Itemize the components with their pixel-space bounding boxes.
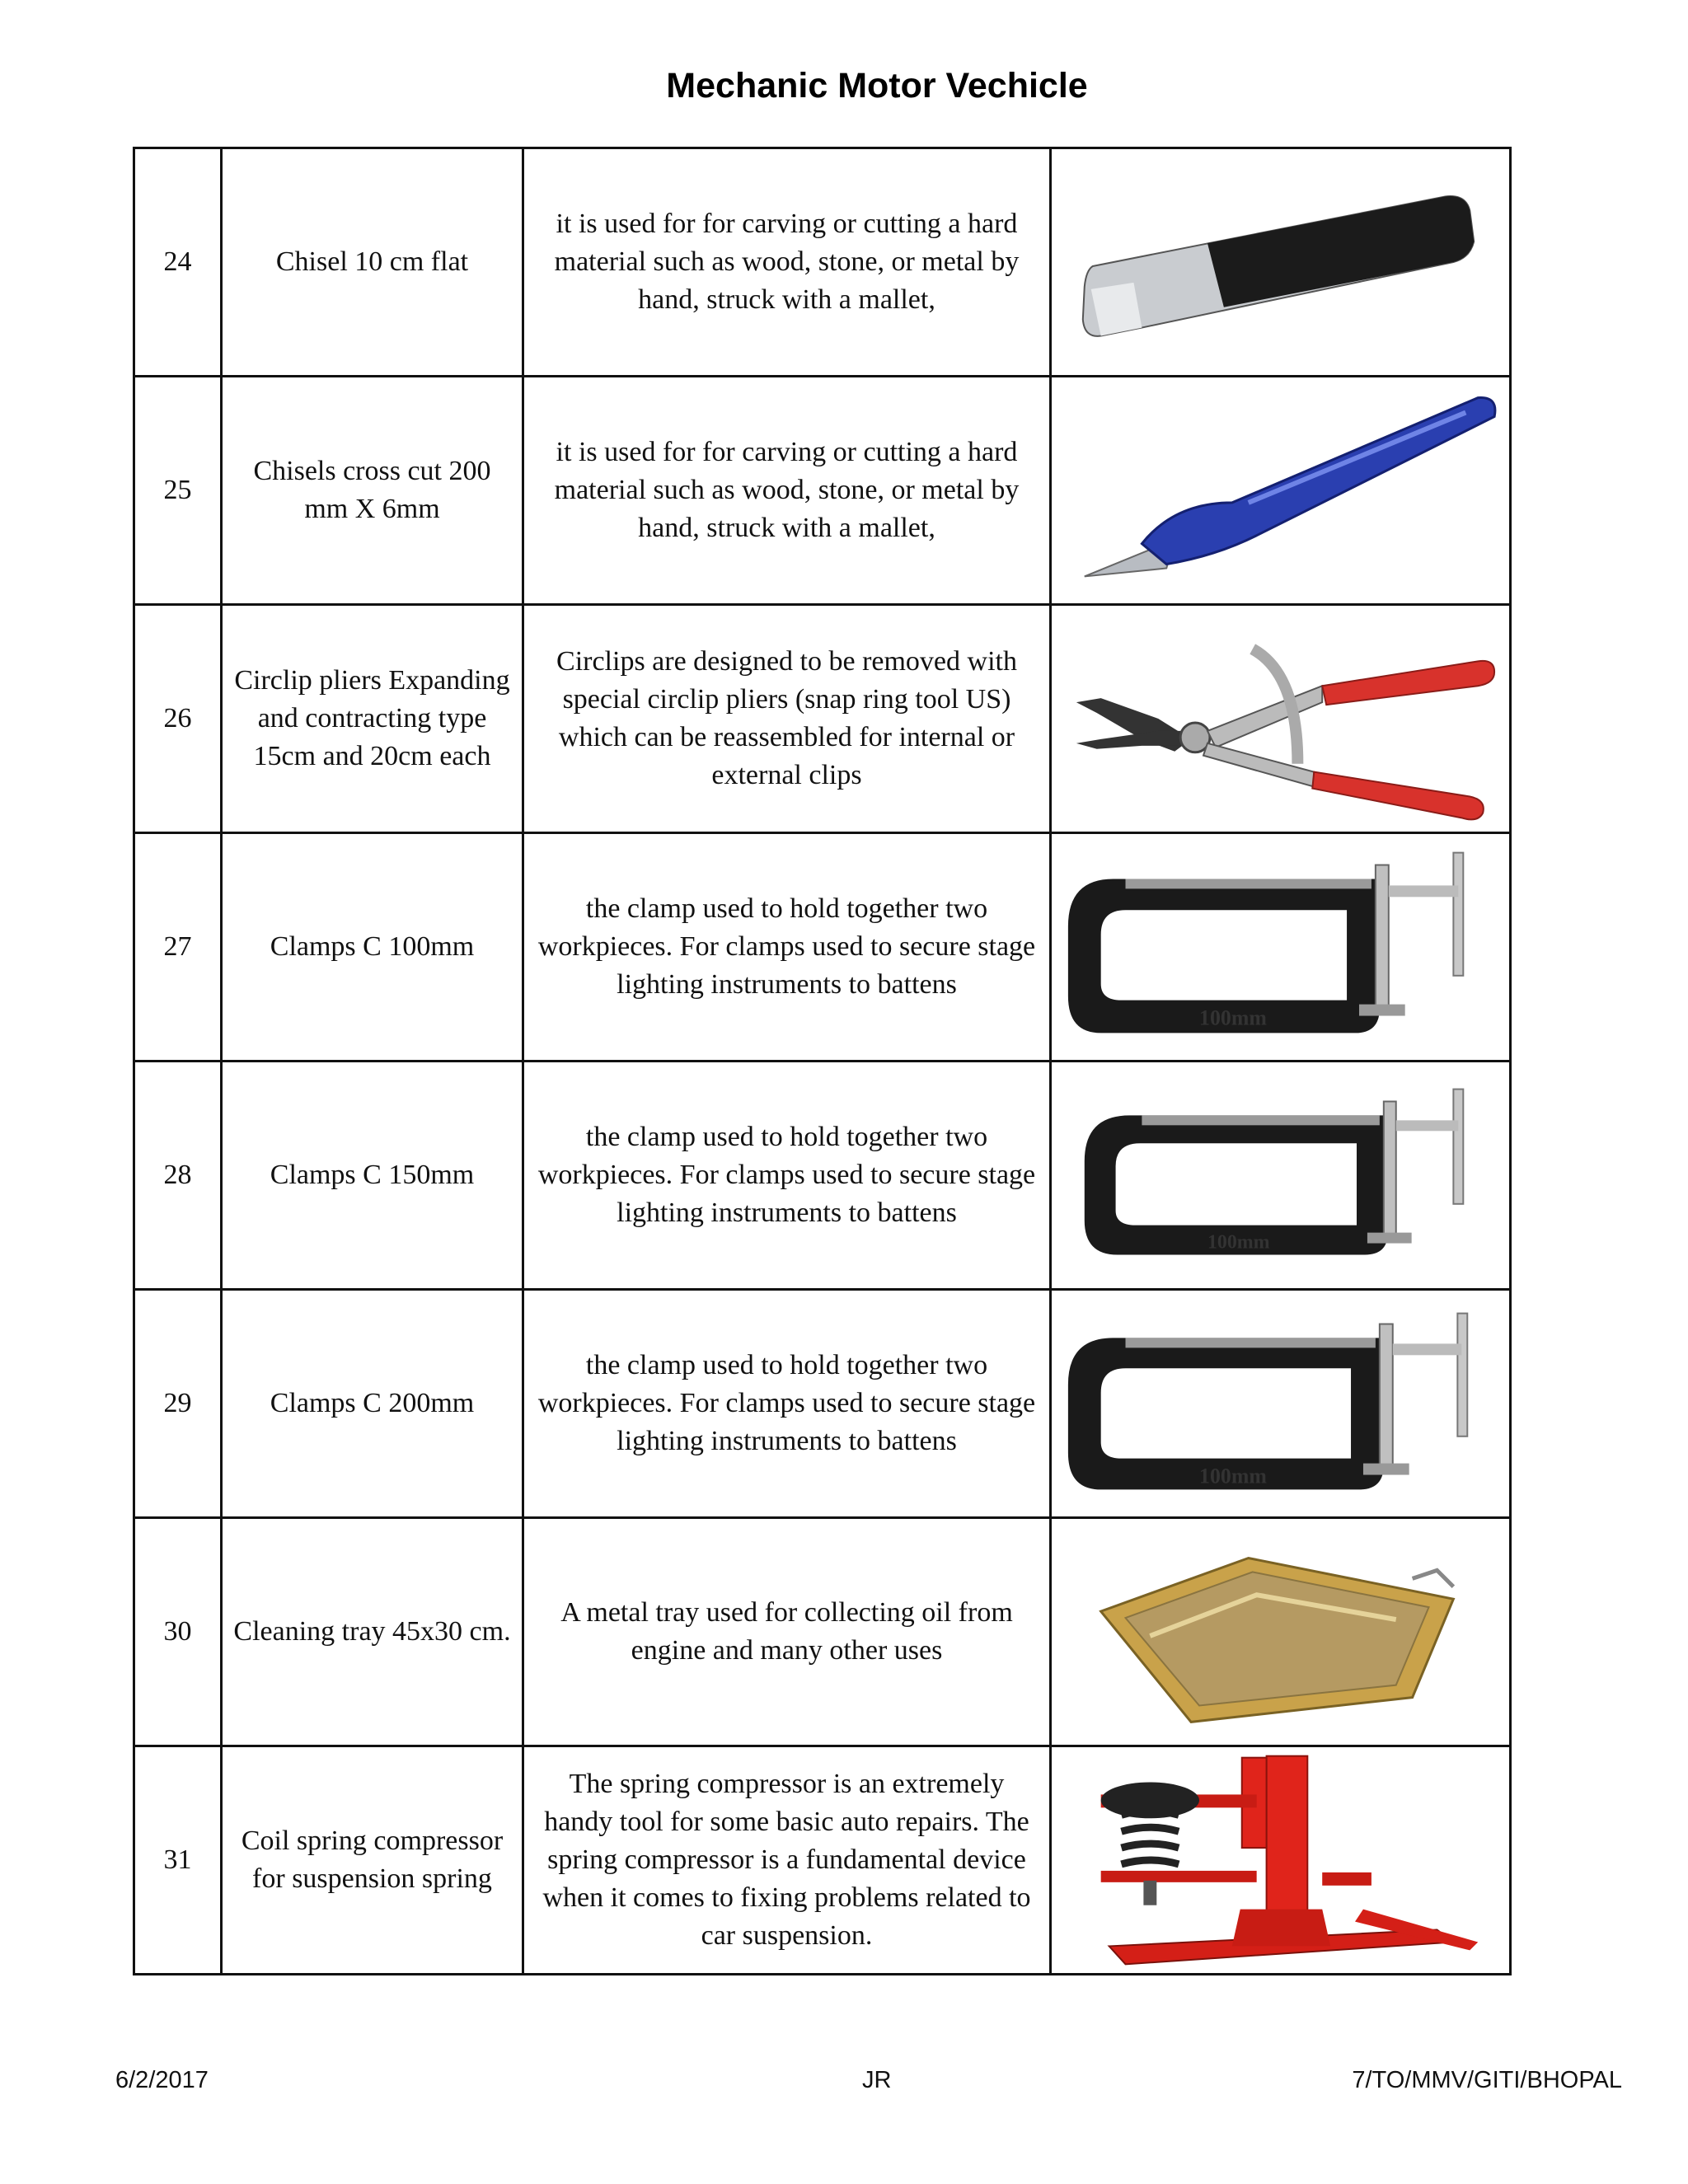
circlip-pliers-icon <box>1052 607 1509 830</box>
table-row <box>134 605 1511 833</box>
c-clamp-icon <box>1052 1064 1509 1286</box>
item-description: it is used for for carving or cutting a hard material such as wood, stone, or metal by hand, struck with a mallet, <box>523 377 1051 605</box>
item-number: 26 <box>134 605 222 833</box>
item-name: Coil spring compressor for suspension spring <box>222 1746 523 1975</box>
item-name: Clamps C 100mm <box>222 833 523 1062</box>
c-clamp-icon <box>1052 1292 1509 1515</box>
item-name: Clamps C 200mm <box>222 1290 523 1518</box>
item-image <box>1051 1062 1511 1290</box>
item-description: The spring compressor is an extremely handy tool for some basic auto repairs. The spring compressor is a fundamental device when it comes to fixing problems related to car suspension. <box>523 1746 1051 1975</box>
table-row <box>134 833 1511 1062</box>
item-description: the clamp used to hold together two workpieces. For clamps used to secure stage lighting instruments to battens <box>523 1290 1051 1518</box>
item-description: the clamp used to hold together two workpieces. For clamps used to secure stage lighting instruments to battens <box>523 833 1051 1062</box>
table-row <box>134 1290 1511 1518</box>
item-number: 29 <box>134 1290 222 1518</box>
table-row <box>134 377 1511 605</box>
table-row <box>134 1062 1511 1290</box>
item-description: A metal tray used for collecting oil from engine and many other uses <box>523 1518 1051 1746</box>
table-row <box>134 1518 1511 1746</box>
cleaning-tray-icon <box>1052 1521 1509 1743</box>
item-name: Clamps C 150mm <box>222 1062 523 1290</box>
item-description: Circlips are designed to be removed with special circlip pliers (snap ring tool US) which can be reassembled for internal or external clips <box>523 605 1051 833</box>
item-image <box>1051 148 1511 377</box>
item-number: 25 <box>134 377 222 605</box>
item-number: 28 <box>134 1062 222 1290</box>
footer-code: 7/TO/MMV/GITI/BHOPAL <box>1352 2067 1622 2093</box>
item-name: Chisels cross cut 200 mm X 6mm <box>222 377 523 605</box>
item-image <box>1051 377 1511 605</box>
item-image <box>1051 1518 1511 1746</box>
item-image <box>1051 833 1511 1062</box>
item-number: 27 <box>134 833 222 1062</box>
footer-center: JR <box>862 2067 892 2093</box>
tools-table <box>133 147 1512 1975</box>
item-number: 31 <box>134 1746 222 1975</box>
c-clamp-icon <box>1052 836 1509 1058</box>
item-name: Cleaning tray 45x30 cm. <box>222 1518 523 1746</box>
clamp-size-marking: 100mm <box>1199 1005 1267 1030</box>
footer-date: 6/2/2017 <box>115 2067 209 2093</box>
page-title: Mechanic Motor Vechicle <box>666 66 1088 105</box>
table-row <box>134 1746 1511 1975</box>
item-image <box>1051 1290 1511 1518</box>
item-name: Circlip pliers Expanding and contracting type 15cm and 20cm each <box>222 605 523 833</box>
clamp-size-marking: 100mm <box>1207 1231 1270 1254</box>
clamp-size-marking: 100mm <box>1199 1464 1267 1488</box>
cross-cut-chisel-icon <box>1052 379 1509 602</box>
item-number: 24 <box>134 148 222 377</box>
flat-chisel-icon <box>1052 151 1509 373</box>
item-number: 30 <box>134 1518 222 1746</box>
spring-compressor-icon <box>1052 1749 1509 1971</box>
table-row <box>134 148 1511 377</box>
item-name: Chisel 10 cm flat <box>222 148 523 377</box>
item-description: it is used for for carving or cutting a hard material such as wood, stone, or metal by hand, struck with a mallet, <box>523 148 1051 377</box>
item-image <box>1051 1746 1511 1975</box>
item-image <box>1051 605 1511 833</box>
item-description: the clamp used to hold together two workpieces. For clamps used to secure stage lighting instruments to battens <box>523 1062 1051 1290</box>
